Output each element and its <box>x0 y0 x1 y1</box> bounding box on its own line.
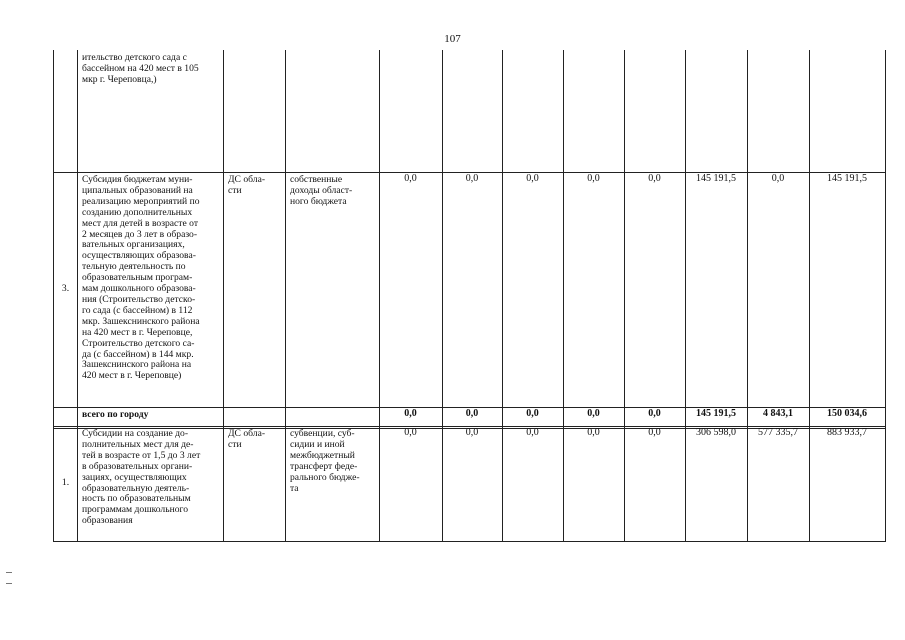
table-col-border <box>685 50 686 541</box>
row-executor: ДС обла- сти <box>228 429 266 450</box>
row-value: 0,0 <box>587 409 600 419</box>
table-col-border <box>747 50 748 541</box>
row-value: 0,0 <box>648 428 661 438</box>
table-col-border <box>379 50 380 541</box>
row-value: 4 843,1 <box>763 409 793 419</box>
row-value <box>626 52 683 172</box>
row-value: 883 933,7 <box>827 428 867 438</box>
row-value: 0,0 <box>587 428 600 438</box>
row-value <box>749 52 807 172</box>
row-value: 145 191,5 <box>696 409 736 419</box>
row-value: 0,0 <box>404 409 417 419</box>
row-value <box>381 52 440 172</box>
row-name: Субсидия бюджетам муни- ципальных образований на реализацию мероприятий по созданию дополнительных мест для детей в возрасте от 2 месяцев до 3 лет в образо- вательных организациях, осуществляющих образова- тельную деятельность по образовательным програм- мам дошкольного образова- ния (Строительство детско- го сада (с бассейном) в 112 мкр. Зашекснинского района на 420 мест в г. Череповце, Строительство детского са- да (с бассейном) в 144 мкр. Зашекснинского района на 420 мест в г. Череповце) <box>82 175 200 382</box>
row-value <box>565 52 622 172</box>
row-value <box>444 52 500 172</box>
row-source: собственные доходы област- ного бюджета <box>290 175 353 207</box>
row-value <box>811 52 883 172</box>
row-value: 0,0 <box>771 174 785 184</box>
table-col-border <box>53 50 54 541</box>
margin-mark <box>6 572 12 573</box>
row-value: 0,0 <box>465 409 479 419</box>
row-value: 150 034,6 <box>827 409 867 419</box>
row-name: всего по городу <box>82 410 149 420</box>
page-number: 107 <box>444 33 461 45</box>
row-value: 0,0 <box>648 409 661 419</box>
row-number: 3. <box>61 283 70 295</box>
row-value <box>504 52 561 172</box>
row-name: ительство детского сада с бассейном на 420 мест в 105 мкр г. Череповца,) <box>82 53 199 85</box>
row-number <box>55 50 76 172</box>
row-value: 145 191,5 <box>827 174 867 184</box>
row-number: 1. <box>61 477 70 489</box>
row-value: 0,0 <box>404 174 417 184</box>
table-col-border <box>77 50 78 541</box>
table-row-border <box>53 407 885 408</box>
row-value: 145 191,5 <box>696 174 736 184</box>
table-col-border <box>285 50 286 541</box>
table-col-border <box>624 50 625 541</box>
row-value: 306 598,0 <box>696 428 736 438</box>
row-source: субвенции, суб- сидии и иной межбюджетный трансферт феде- рального бюдже- та <box>290 429 360 494</box>
row-value: 0,0 <box>404 428 417 438</box>
row-value: 0,0 <box>465 428 479 438</box>
row-value: 0,0 <box>526 428 539 438</box>
table-col-border <box>809 50 810 541</box>
table-col-border <box>502 50 503 541</box>
row-value: 0,0 <box>465 174 479 184</box>
row-executor <box>228 53 283 172</box>
row-executor <box>228 410 283 426</box>
margin-mark <box>6 583 12 584</box>
data-table <box>53 50 886 542</box>
row-source <box>290 410 377 426</box>
row-value: 577 335,7 <box>758 428 798 438</box>
row-value: 0,0 <box>648 174 661 184</box>
row-value: 0,0 <box>526 174 539 184</box>
row-value <box>687 52 745 172</box>
row-source <box>290 53 377 172</box>
row-value: 0,0 <box>526 409 539 419</box>
row-number <box>55 407 76 426</box>
table-col-border <box>223 50 224 541</box>
table-row-border <box>53 426 885 427</box>
table-row-border <box>53 172 885 173</box>
table-col-border <box>563 50 564 541</box>
row-value: 0,0 <box>587 174 600 184</box>
table-col-border <box>442 50 443 541</box>
row-name: Субсидии на создание до- полнительных мест для де- тей в возрасте от 1,5 до 3 лет в образовательных органи- зациях, осуществляющих образовательную деятель- ность по образовательным программам дошкольного образования <box>82 429 201 527</box>
row-executor: ДС обла- сти <box>228 175 266 196</box>
